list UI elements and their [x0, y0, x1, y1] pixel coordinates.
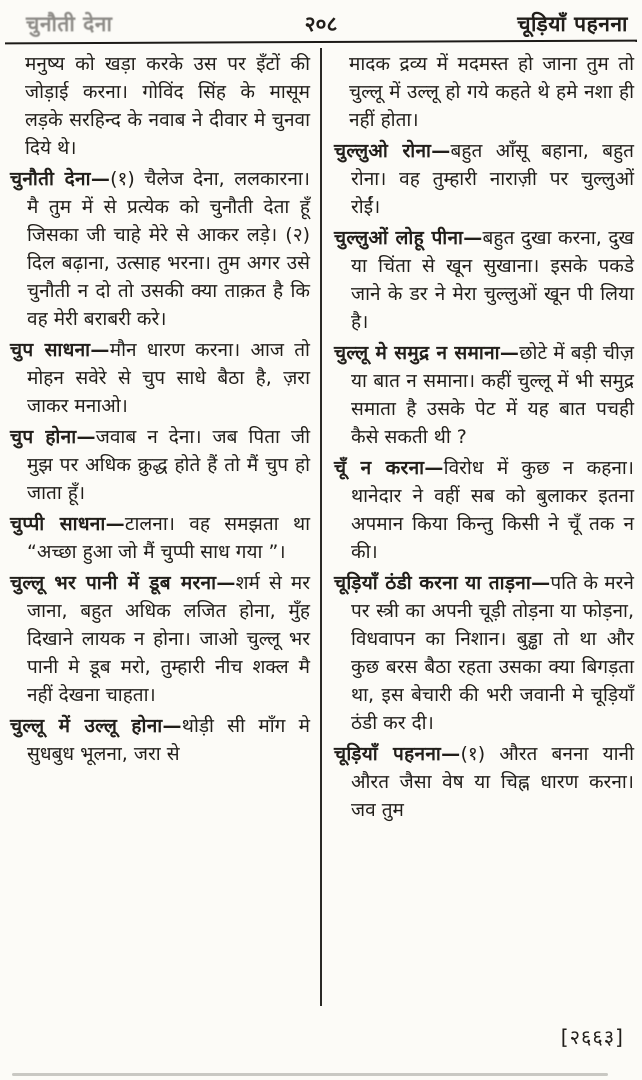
dictionary-entry [334, 454, 634, 566]
entry-definition: बहुत दुखा करना, दुख या चिंता से खून सुखाना। इसके पकडे जाने के डर ने मेरा चुल्लुओं खून पी लिया है। [351, 227, 634, 333]
entry-definition: टालना। वह समझता था “अच्छा हुआ जो मैं चुप्पी साध गया ”। [27, 513, 311, 563]
headword-dash: — [216, 572, 236, 594]
running-head-left: चुनौती देना [26, 12, 113, 36]
dictionary-entry [10, 712, 310, 768]
entry-definition: विरोध में कुछ न कहना। थानेदार ने वहीं सब को बुलाकर इतना अपमान किया किन्तु किसी ने चूँ तक न की। [351, 457, 634, 563]
entry-definition: थोड़ी सी माँग मे सुधबुध भूलना, जरा से [27, 715, 310, 765]
entry-headword: चूड़ियाँ ठंडी करना या ताड़ना [334, 572, 532, 594]
headword-dash: — [105, 513, 125, 535]
headword-dash: — [424, 457, 444, 479]
entry-headword: चुल्लुओं लोहू पीना [334, 227, 464, 249]
headword-dash: — [463, 227, 483, 249]
dictionary-entry [334, 137, 634, 221]
dictionary-entry [334, 339, 634, 451]
entry-headword: चूड़ियाँ पहनना [334, 743, 442, 765]
column-divider [320, 48, 322, 1006]
catch-number: [२६६३] [560, 1025, 624, 1049]
entry-headword: चुप्पी साधना [10, 513, 106, 535]
page-header [0, 6, 642, 42]
entry-headword: चुप होना [10, 426, 77, 448]
entry-headword: चुप साधना [10, 339, 91, 361]
entry-headword: चूँ न करना [334, 457, 425, 479]
headword-dash: — [76, 426, 96, 448]
scan-edge-line [12, 1073, 608, 1076]
entry-headword: चुल्लू भर पानी में डूब मरना [10, 572, 217, 594]
entry-headword: चुनौती देना [10, 168, 91, 190]
dictionary-entry [10, 510, 310, 566]
headword-dash: — [531, 572, 551, 594]
dictionary-entry [334, 740, 634, 824]
running-head-right: चूड़ियाँ पहनना [517, 12, 628, 36]
dictionary-entry [10, 423, 310, 507]
continuation-paragraph: मनुष्य को खड़ा करके उस पर इँटों की जोड़ाई करना। गोविंद सिंह के मासूम लड़के सरहिन्द के नवाब ने दीवार मे चुनवा दिये थे। [25, 53, 310, 159]
entry-definition: (१) औरत बनना यानी औरत जैसा वेष या चिह्न धारण करना। जव तुम [351, 743, 634, 821]
headword-dash: — [90, 339, 110, 361]
entry-definition: जवाब न देना। जब पिता जी मुझ पर अधिक क्रुद्ध होते हैं तो मैं चुप हो जाता हूँ। [27, 426, 310, 504]
entry-definition: छोटे में बड़ी चीज़ या बात न समाना। कहीं चुल्लू में भी समुद्र समाता है उसके पेट में यह बात पचही कैसे सकती थी ? [351, 342, 634, 448]
headword-dash: — [90, 168, 111, 190]
entry-definition: पति के मरने पर स्त्री का अपनी चूड़ी तोड़ना या फोड़ना, विधवापन का निशान। बुड्ढा तो था और कुछ बरस बैठा रहता उसका क्या बिगड़ता था, इस बेचारी की भरी जवानी मे चूड़ियाँ ठंडी कर दी। [351, 572, 634, 734]
dictionary-entry [334, 569, 634, 737]
entry-definition: मौन धारण करना। आज तो मोहन सवेरे से चुप साधे बैठा है, ज़रा जाकर मनाओ। [27, 339, 310, 417]
left-column [10, 50, 310, 1052]
headword-dash: — [499, 342, 520, 364]
entry-definition: (१) चैलेज देना, ललकारना। मै तुम में से प्रत्येक को चुनौती देता हूँ जिसका जी चाहे मेरे से आकर लड़े। (२) दिल बढ़ाना, उत्साह भरना। तुम अगर उसे चुनौती न दो तो उसकी क्या ताक़त है कि वह मेरी बराबरी करे। [27, 168, 310, 330]
dictionary-entry [334, 224, 634, 336]
headword-dash: — [162, 715, 182, 737]
entry-headword: चुल्लू मे समुद्र न समाना [334, 342, 500, 364]
dictionary-entry [10, 336, 310, 420]
dictionary-entry [10, 165, 310, 333]
entry-headword: चुल्लुओ रोना [334, 140, 432, 162]
entry-headword: चुल्लू में उल्लू होना [10, 715, 163, 737]
right-column [334, 50, 634, 1052]
page-number: २०८ [304, 12, 338, 36]
dictionary-entry [10, 569, 310, 709]
entry-definition: बहुत आँसू बहाना, बहुत रोना। वह तुम्हारी नाराज़ी पर चुल्लुओं रोईं। [351, 140, 634, 218]
entry-definition: शर्म से मर जाना, बहुत अधिक लजित होना, मुँह दिखाने लायक न होना। जाओ चुल्लू भर पानी मे डूब मरो, तुम्हारी नीच शक्ल मै नहीं देखना चाहता। [27, 572, 310, 706]
headword-dash: — [441, 743, 461, 765]
headword-dash: — [431, 140, 451, 162]
continuation-paragraph: मादक द्रव्य में मदमस्त हो जाना तुम तो चुल्लू में उल्लू हो गये कहते थे हमे नशा ही नहीं होता। [349, 53, 634, 131]
